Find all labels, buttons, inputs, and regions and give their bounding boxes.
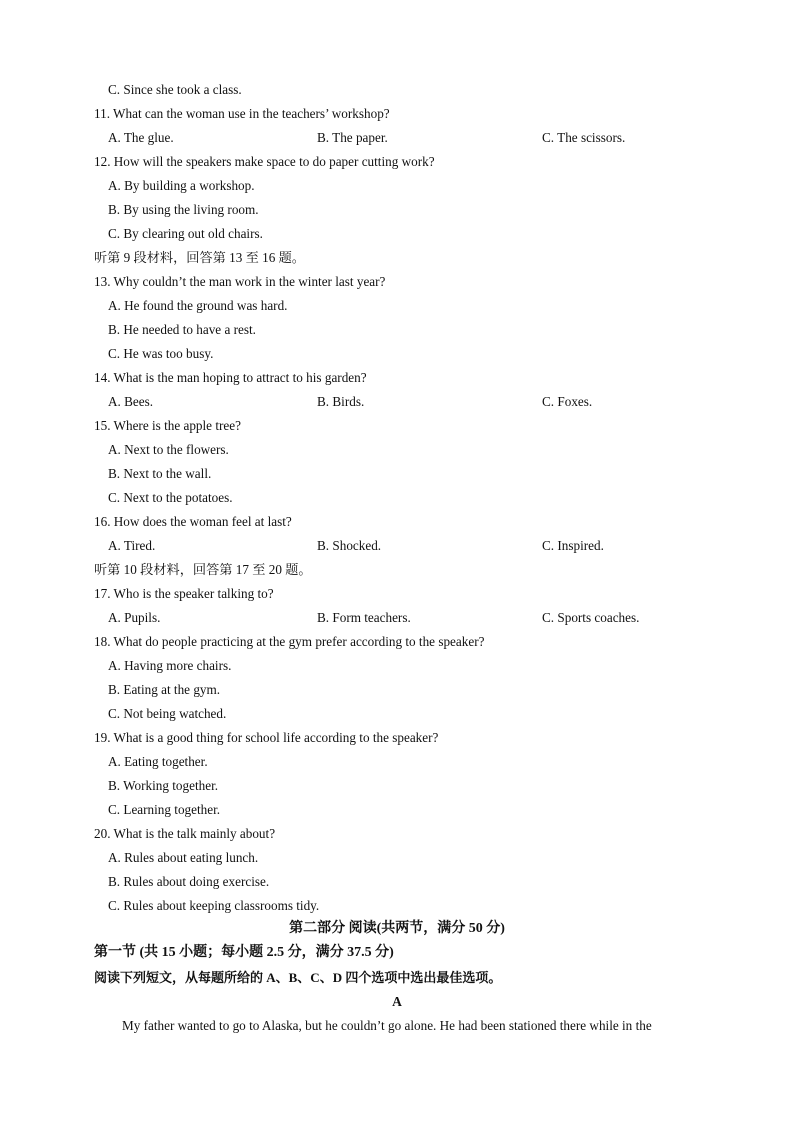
option-12-c: C. By clearing out old chairs. bbox=[108, 226, 263, 241]
option-19-a: A. Eating together. bbox=[108, 754, 208, 769]
section-10-instruction: 听第 10 段材料，回答第 17 至 20 题。 bbox=[94, 562, 312, 577]
option-15-b: B. Next to the wall. bbox=[108, 466, 212, 481]
option-18-c: C. Not being watched. bbox=[108, 706, 227, 721]
option-18-a: A. Having more chairs. bbox=[108, 658, 232, 673]
option-15-a: A. Next to the flowers. bbox=[108, 442, 229, 457]
section-9-instruction: 听第 9 段材料，回答第 13 至 16 题。 bbox=[94, 250, 305, 265]
question-13: 13. Why couldn’t the man work in the winter last year? bbox=[94, 274, 386, 289]
option-11-c: C. The scissors. bbox=[542, 130, 626, 145]
option-15-c: C. Next to the potatoes. bbox=[108, 490, 233, 505]
option-20-a: A. Rules about eating lunch. bbox=[108, 850, 259, 865]
question-18: 18. What do people practicing at the gym prefer according to the speaker? bbox=[94, 634, 485, 649]
question-16: 16. How does the woman feel at last? bbox=[94, 514, 292, 529]
option-13-c: C. He was too busy. bbox=[108, 346, 214, 361]
option-12-b: B. By using the living room. bbox=[108, 202, 259, 217]
option-14-b: B. Birds. bbox=[317, 394, 365, 409]
option-13-b: B. He needed to have a rest. bbox=[108, 322, 256, 337]
option-16-c: C. Inspired. bbox=[542, 538, 604, 553]
question-19: 19. What is a good thing for school life according to the speaker? bbox=[94, 730, 439, 745]
option-17-b: B. Form teachers. bbox=[317, 610, 411, 625]
question-11: 11. What can the woman use in the teachers’ workshop? bbox=[94, 106, 390, 121]
question-20: 20. What is the talk mainly about? bbox=[94, 826, 276, 841]
option-16-a: A. Tired. bbox=[108, 538, 156, 553]
option-20-b: B. Rules about doing exercise. bbox=[108, 874, 270, 889]
part-2-title: 第二部分 阅读(共两节，满分 50 分) bbox=[289, 921, 505, 936]
option-20-c: C. Rules about keeping classrooms tidy. bbox=[108, 898, 320, 913]
option-12-a: A. By building a workshop. bbox=[108, 178, 255, 193]
option-13-a: A. He found the ground was hard. bbox=[108, 298, 288, 313]
part-2-instruction: 阅读下列短文，从每题所给的 A、B、C、D 四个选项中选出最佳选项。 bbox=[94, 970, 502, 985]
passage-label: A bbox=[392, 994, 402, 1009]
option-17-a: A. Pupils. bbox=[108, 610, 161, 625]
question-17: 17. Who is the speaker talking to? bbox=[94, 586, 274, 601]
option-14-a: A. Bees. bbox=[108, 394, 154, 409]
part-2-section-1-heading: 第一节 (共 15 小题；每小题 2.5 分，满分 37.5 分) bbox=[94, 945, 394, 960]
option-14-c: C. Foxes. bbox=[542, 394, 593, 409]
passage-text: My father wanted to go to Alaska, but he couldn’t go alone. He had been stationed there while in the bbox=[122, 1018, 652, 1033]
question-12: 12. How will the speakers make space to do paper cutting work? bbox=[94, 154, 435, 169]
option-11-a: A. The glue. bbox=[108, 130, 174, 145]
top-option: C. Since she took a class. bbox=[108, 82, 242, 97]
option-16-b: B. Shocked. bbox=[317, 538, 382, 553]
option-11-b: B. The paper. bbox=[317, 130, 388, 145]
question-15: 15. Where is the apple tree? bbox=[94, 418, 241, 433]
question-14: 14. What is the man hoping to attract to his garden? bbox=[94, 370, 367, 385]
option-19-c: C. Learning together. bbox=[108, 802, 221, 817]
option-18-b: B. Eating at the gym. bbox=[108, 682, 221, 697]
option-19-b: B. Working together. bbox=[108, 778, 219, 793]
option-17-c: C. Sports coaches. bbox=[542, 610, 640, 625]
